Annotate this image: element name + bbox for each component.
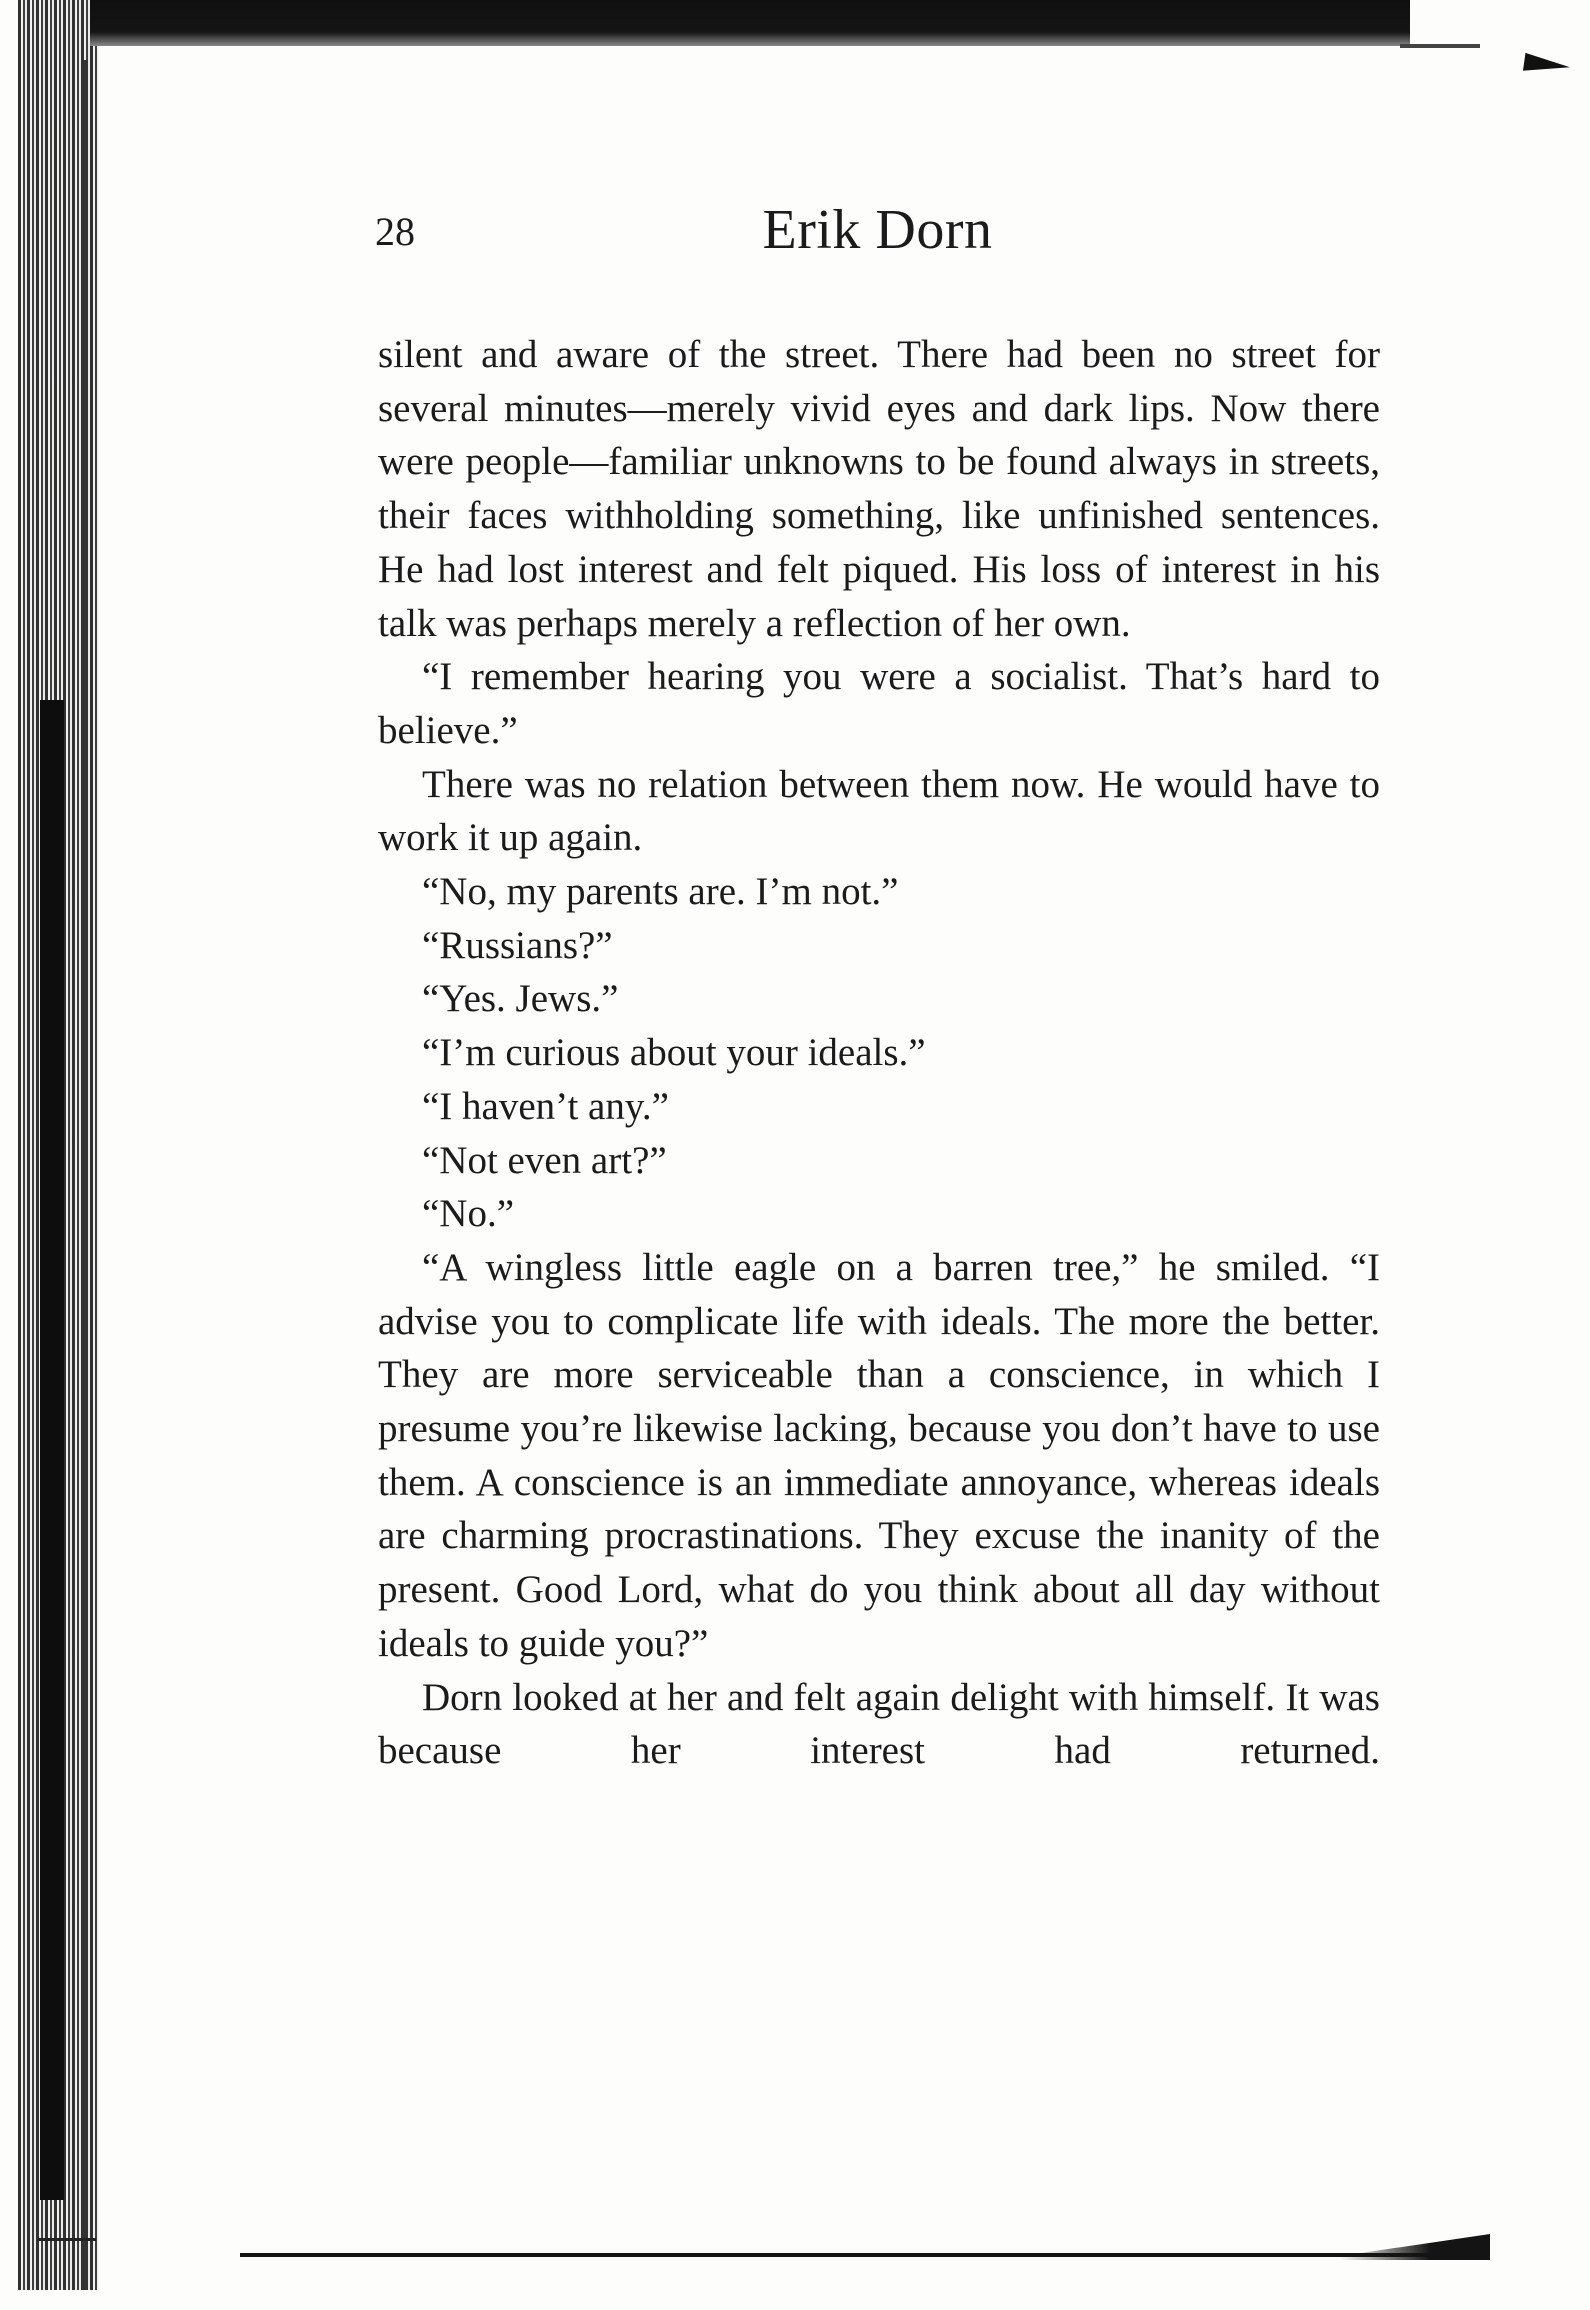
paragraph: “A wingless little eagle on a barren tree,” he smiled. “I advise you to complicate life with ideals. The more the better. They are more serviceable than a conscience, in which I presume you’re likewise lacking, because you don’t have to use them. A conscience is an immediate annoyance, whereas ideals are charming procrastinations. They excuse the inanity of the present. Good Lord, what do you think about all day without ideals to guide you?”	[378, 1245, 1380, 1665]
paragraph: “No, my parents are. I’m not.”	[422, 870, 899, 914]
scan-bottom-edge	[240, 2253, 1490, 2257]
scan-bottom-left-mark	[38, 2238, 96, 2241]
scan-corner-mark	[1523, 53, 1571, 77]
scan-bottom-edge-fade	[1340, 2234, 1490, 2260]
paragraph: “Not even art?”	[422, 1138, 667, 1182]
page-header	[375, 200, 1380, 280]
paragraph: “I haven’t any.”	[422, 1084, 669, 1128]
paragraph: “Russians?”	[422, 923, 613, 967]
paragraph: “No.”	[422, 1192, 515, 1236]
paragraph: “Yes. Jews.”	[422, 977, 619, 1021]
running-title: Erik Dorn	[762, 199, 993, 261]
paragraph: “I’m curious about your ideals.”	[422, 1031, 926, 1075]
page-number: 28	[375, 209, 415, 254]
book-spine-dark-band	[40, 700, 64, 2200]
paragraph: There was no relation between them now. He would have to work it up again.	[378, 762, 1380, 860]
paragraph: silent and aware of the street. There had been no street for several minutes—merely vivid eyes and dark lips. Now there were people—familiar unknowns to be found always in streets, their faces withholding something, like unfinished sentences. He had lost interest and felt piqued. His loss of interest in his talk was perhaps merely a reflection of her own.	[378, 333, 1380, 645]
scan-top-edge-tail	[1400, 44, 1480, 48]
paragraph: Dorn looked at her and felt again delight with himself. It was because her interest had returned.	[378, 1675, 1380, 1773]
body-text	[378, 328, 1380, 1778]
paragraph: “I remember hearing you were a socialist. That’s hard to believe.”	[378, 655, 1380, 752]
page-edge-line	[82, 60, 88, 2290]
scan-top-edge	[90, 0, 1410, 46]
